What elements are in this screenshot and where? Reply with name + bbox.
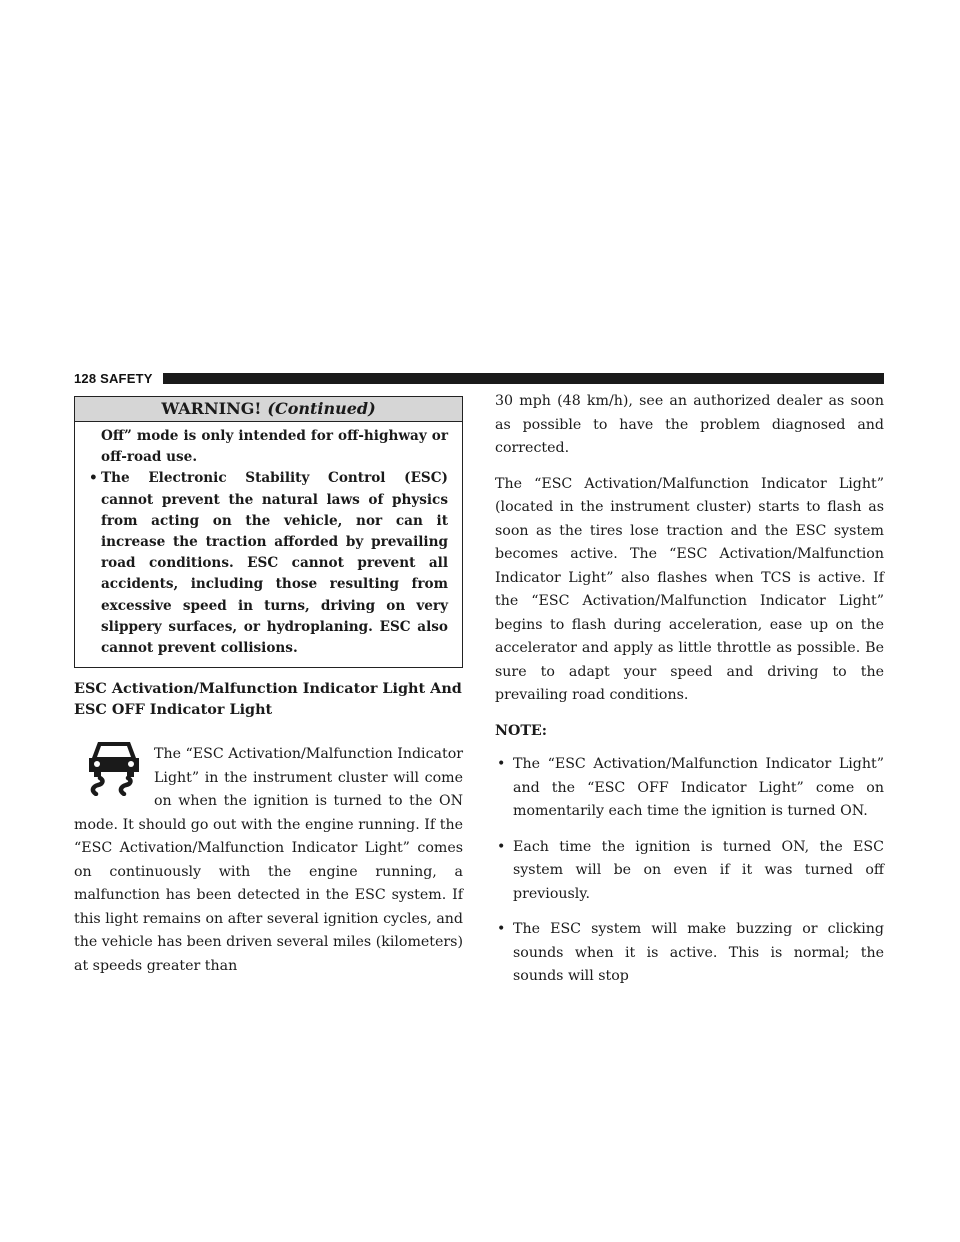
bullet-marker: • (497, 838, 506, 855)
section-paragraph: The “ESC Activation/Malfunction Indicator Light” in the instrument cluster will come on when the ignition is turned to the ON mode. It should go out with the engine running. If the “ESC Activation/Malfunction Indicator Light” comes on continuously with the engine running, a malfunction has been detected in the ESC system. If this light remains on after several ignition cycles, and the vehicle has been driven several miles (kilometers) at speeds greater than (74, 746, 464, 974)
warning-box (74, 396, 463, 668)
note-bullet (495, 753, 884, 824)
note-bullet (495, 918, 884, 989)
warning-title: WARNING! (161, 399, 262, 418)
esc-skid-car-icon (84, 732, 144, 796)
warning-header (75, 397, 462, 422)
left-column (74, 396, 463, 978)
warning-continued: (Continued) (267, 399, 376, 418)
section-title: ESC Activation/Malfunction Indicator Light And ESC OFF Indicator Light (74, 680, 462, 719)
right-paragraph-1: 30 mph (48 km/h), see an authorized dealer as soon as possible to have the problem diagnosed and corrected. (495, 393, 884, 456)
header-rule (163, 373, 884, 384)
note-bullet (495, 836, 884, 907)
note-label: NOTE: (495, 722, 547, 739)
warning-bullet-text: The Electronic Stability Control (ESC) cannot prevent the natural laws of physics from acting on the vehicle, nor can it increase the traction afforded by prevailing road conditions. ESC cannot prevent all accidents, including those resulting from excessive speed in turns, driving on very slippery surfaces, or hydroplaning. ESC also cannot prevent collisions. (101, 470, 448, 657)
bullet-marker: • (89, 470, 98, 487)
page-header (74, 370, 884, 386)
page-label: 128 SAFETY (74, 370, 153, 386)
note-bullet-text: Each time the ignition is turned ON, the ESC system will be on even if it was turned off previously. (513, 838, 884, 902)
warning-bullet (89, 468, 448, 659)
right-paragraph-2: The “ESC Activation/Malfunction Indicator Light” (located in the instrument cluster) starts to flash as soon as the tires lose traction and the ESC system becomes active. The “ESC Activation/Malfunction Indicator Light” also flashes when TCS is active. If the “ESC Activation/Malfunction Indicator Light” begins to flash during acceleration, ease up on the accelerator and apply as little throttle as possible. Be sure to adapt your speed and driving to the prevailing road conditions. (495, 475, 884, 703)
note-bullet-text: The “ESC Activation/Malfunction Indicator Light” and the “ESC OFF Indicator Light” come on momentarily each time the ignition is turned ON. (513, 756, 884, 819)
bullet-marker: • (497, 756, 506, 772)
warning-line: Off” mode is only intended for off-highway or off-road use. (101, 428, 448, 466)
warning-body (75, 422, 462, 667)
right-column (495, 390, 884, 1001)
note-bullet-text: The ESC system will make buzzing or clicking sounds when it is active. This is normal; the sounds will stop (513, 921, 884, 984)
bullet-marker: • (497, 921, 506, 937)
